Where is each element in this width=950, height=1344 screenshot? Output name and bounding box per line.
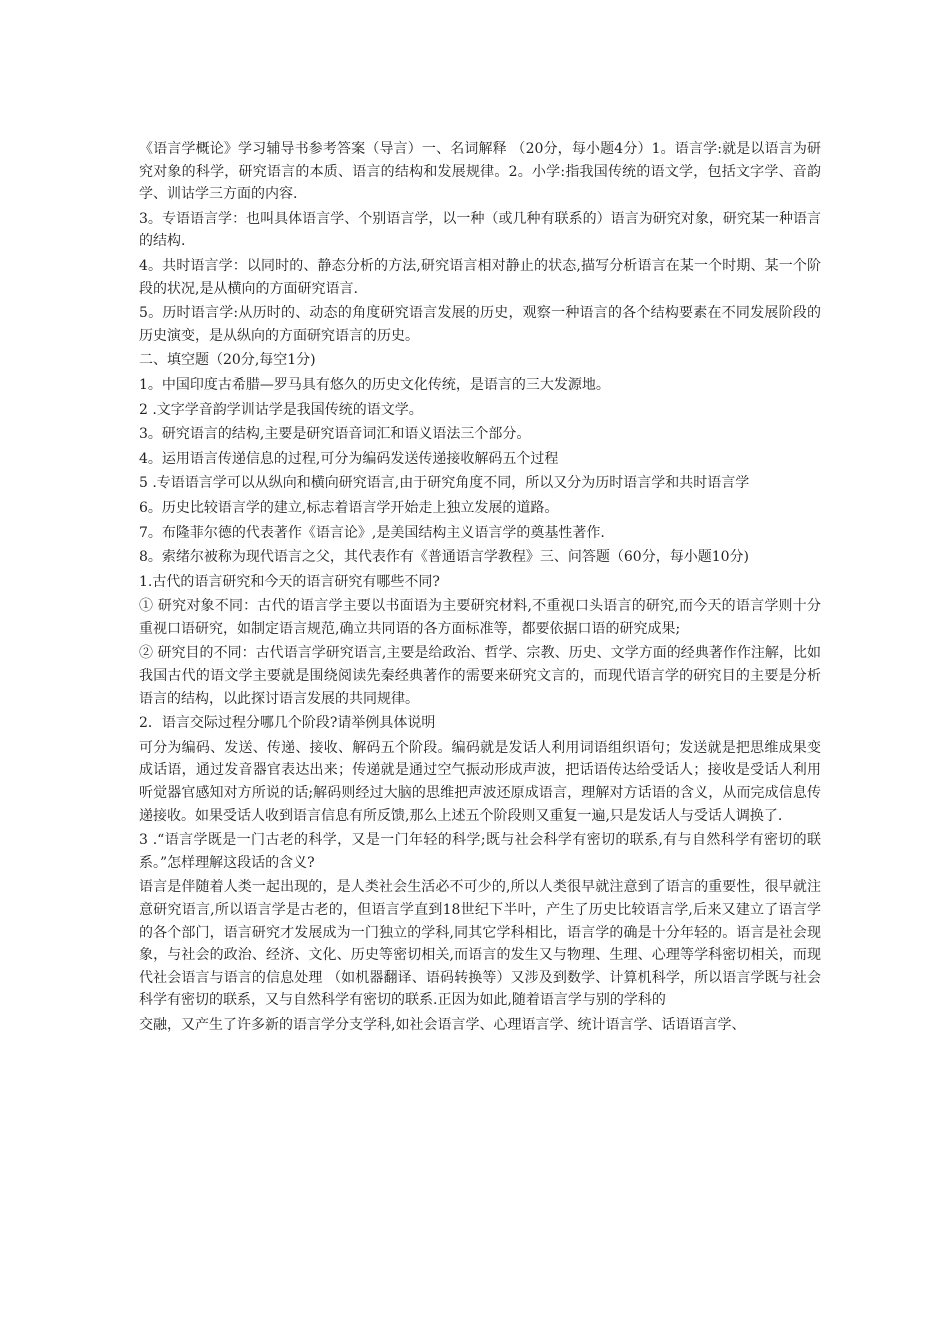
section-heading: 二、填空题（20分,每空1分) xyxy=(139,352,316,369)
paragraph: 语言是伴随着人类一起出现的，是人类社会生活必不可少的,所以人类很早就注意到了语言的重要性，很早就注意研究语言,所以语言学是古老的，但语言学直到18世纪下半叶，产生了历史比较语言学,后来又建立了语言学的各个部门，语言研究才发展成为一门独立的学科,同其它学科相比，语言学的确是十分年轻的。语言是社会现象，与社会的政治、经济、文化、历史等密切相关,而语言的发生又与物理、生理、心理等学科密切相关，而现代社会语言与语言的信息处理 （如机器翻译、语码转换等）又涉及到数学、计算机科学，所以语言学既与社会科学有密切的联系，又与自然科学有密切的联系.正因为如此,随着语言学与别的学科的 xyxy=(139,879,821,1009)
paragraph: 1。中国印度古希腊—罗马具有悠久的历史文化传统，是语言的三大发源地。 xyxy=(139,376,610,393)
paragraph: 4。运用语言传递信息的过程,可分为编码发送传递接收解码五个过程 xyxy=(139,450,559,467)
paragraph: 4。共时语言学：以同时的、静态分析的方法,研究语言相对静止的状态,描写分析语言在某一个时期、某一个阶段的状况,是从横向的方面研究语言. xyxy=(139,257,821,297)
document-page xyxy=(139,138,821,1039)
paragraph: ② 研究目的不同：古代语言学研究语言,主要是给政治、哲学、宗教、历史、文学方面的经典著作作注解，比如我国古代的语文学主要就是围绕阅读先秦经典著作的需要来研究文言的，而现代语言学的研究目的主要是分析语言的结构，以此探讨语言发展的共同规律。 xyxy=(139,645,821,707)
paragraph: 3。研究语言的结构,主要是研究语音词汇和语义语法三个部分。 xyxy=(139,426,531,443)
heading-paragraph: 《语言学概论》学习辅导书参考答案（导言）一、名词解释 （20分，每小题4分）1。语言学:就是以语言为研究对象的科学，研究语言的本质、语言的结构和发展规律。2。小学:指我国传统的语文学，包括文字学、音韵学、训诂学三方面的内容. xyxy=(139,141,821,203)
paragraph: 8。索绪尔被称为现代语言之父，其代表作有《普通语言学教程》三、问答题（60分，每小题10分) xyxy=(139,549,749,566)
paragraph: 5。历时语言学:从历时的、动态的角度研究语言发展的历史，观察一种语言的各个结构要素在不同发展阶段的历史演变，是从纵向的方面研究语言的历史。 xyxy=(139,305,821,344)
paragraph: 交融，又产生了许多新的语言学分支学科,如社会语言学、心理语言学、统计语言学、话语语言学、 xyxy=(139,1016,746,1033)
paragraph: 5 .专语语言学可以从纵向和横向研究语言,由于研究角度不同，所以又分为历时语言学和共时语言学 xyxy=(139,475,750,492)
question-heading: 3 .“语言学既是一门古老的科学，又是一门年轻的科学;既与社会科学有密切的联系,有与自然科学有密切的联系。”怎样理解这段话的含义? xyxy=(139,832,821,871)
paragraph: 6。历史比较语言学的建立,标志着语言学开始走上独立发展的道路。 xyxy=(139,499,559,516)
question-heading: 2．语言交际过程分哪几个阶段?请举例具体说明 xyxy=(139,715,436,732)
paragraph: 可分为编码、发送、传递、接收、解码五个阶段。编码就是发话人利用词语组织语句；发送就是把思维成果变成话语，通过发音器官表达出来；传递就是通过空气振动形成声波，把话语传达给受话人；接收是受话人利用听觉器官感知对方所说的话;解码则经过大脑的思维把声波还原成语言，理解对方话语的含义，从而完成信息传递接收。如果受话人收到语言信息有所反馈,那么上述五个阶段则又重复一遍,只是发话人与受话人调换了. xyxy=(139,739,821,824)
paragraph: 3。专语语言学：也叫具体语言学、个别语言学，以一种（或几种有联系的）语言为研究对象，研究某一种语言的结构. xyxy=(139,210,821,250)
paragraph: ① 研究对象不同：古代的语言学主要以书面语为主要研究材料,不重视口头语言的研究,而今天的语言学则十分重视口语研究，如制定语言规范,确立共同语的各方面标准等，都要依据口语的研究成果; xyxy=(139,598,821,637)
paragraph: 7。布隆菲尔德的代表著作《语言论》,是美国结构主义语言学的奠基性著作. xyxy=(139,524,605,541)
paragraph: 2 .文字学音韵学训诂学是我国传统的语文学。 xyxy=(139,401,423,418)
question-heading: 1.古代的语言研究和今天的语言研究有哪些不同? xyxy=(139,573,440,590)
